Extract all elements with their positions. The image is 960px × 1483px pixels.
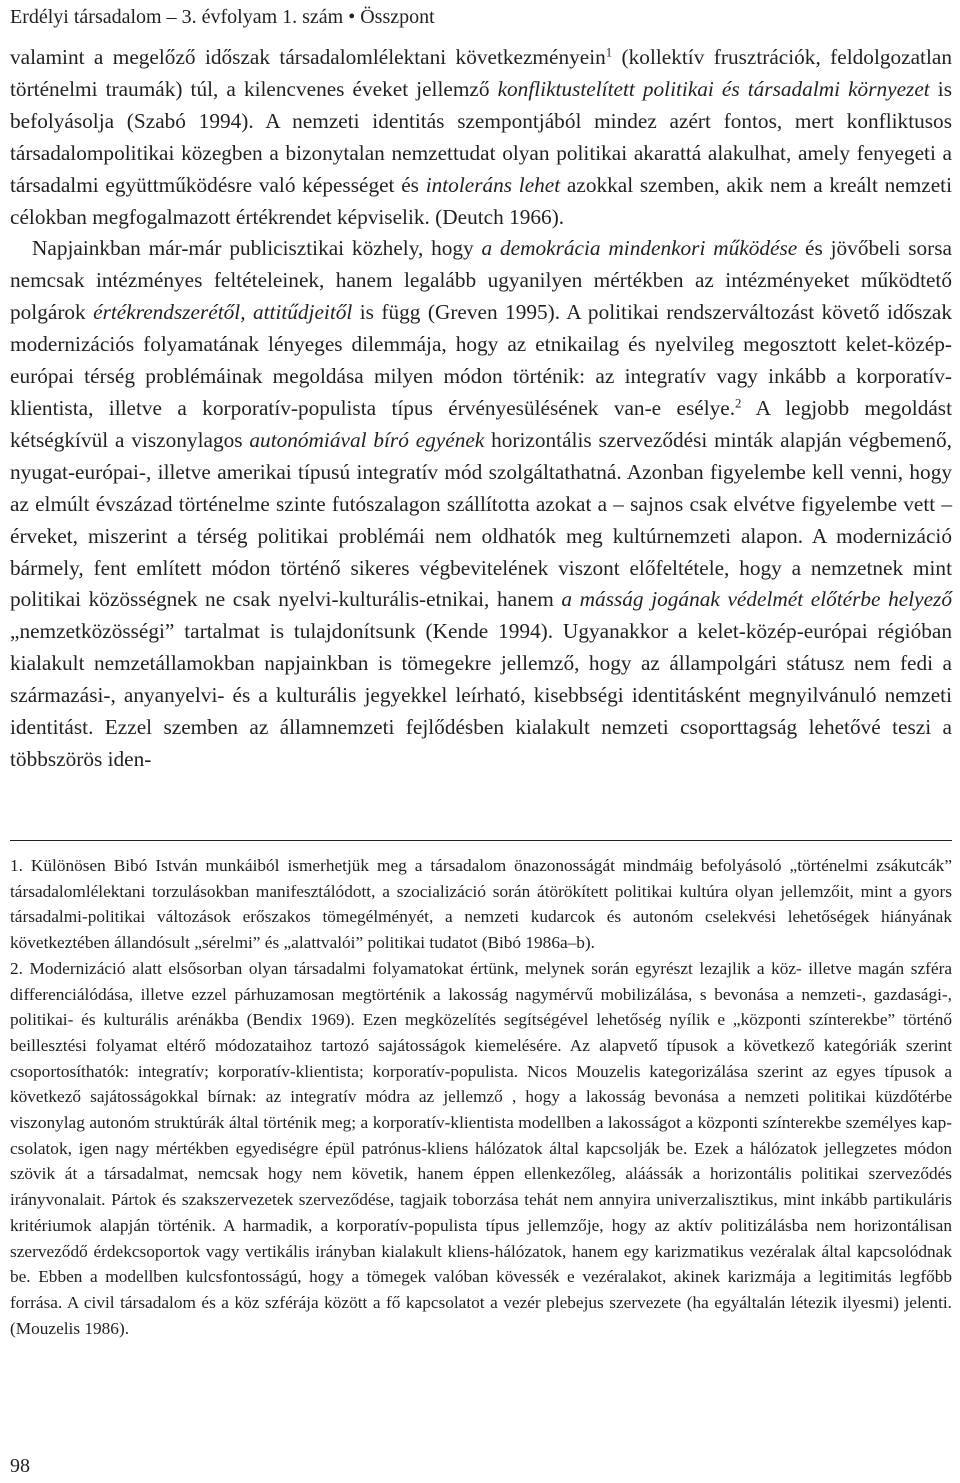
paragraph-1 bbox=[10, 42, 952, 233]
text-run: valamint a megelőző időszak társadalomlélektani következményein bbox=[10, 45, 606, 69]
text-run: és jövőbeli sorsa nemcsak intézményes feltételeinek, hanem legalább ugyanilyen mértékben az intézményeket működtető polgárok bbox=[10, 236, 952, 325]
text-run: horizontális szerveződési minták alapján végbemenő, nyugat-európai-, illetve amerikai típusú integratív mód szolgáltathatná. Azonban figyelembe kell venni, hogy az elmúlt évszázad történelme szinte futószalagon szállította azokat a – sajnos csak elvétve figyelembe vett – érveket, miszerint a térség politikai problémái nem oldhatók meg kultúrnemzeti alapon. A modernizáció bármely, fent említett módon történő sikeres végbevitelének viszont előfeltétele, hogy a nemzetnek mint politikai közösségnek ne csak nyelvi-kulturális-etnikai, hanem bbox=[10, 427, 952, 612]
running-head: Erdélyi társadalom – 3. évfolyam 1. szám • Összpont bbox=[10, 6, 435, 28]
footnote-1: 1. Különösen Bibó István munkáiból ismerhetjük meg a társadalom önazonosságát mindmáig befolyásoló „történelmi zsákutcák” társadalomlélektani torzulásokban manifesztálódott, a szocializáció során átörökített politikai kultúra olyan jellemzőit, mint a gyors társadalmi-politikai változások erőszakos tömegélményét, a nemzeti kudarcok és autonóm cselekvési lehetőségek hiányának következtében állandósult „sérelmi” és „alattvalói” politikai tudatot (Bibó 1986a–b). bbox=[10, 856, 952, 953]
footnote-divider bbox=[10, 840, 952, 841]
paragraph-2 bbox=[10, 233, 952, 775]
emphasis: a demokrácia mindenkori működése bbox=[481, 236, 798, 261]
footnote-ref-2: 2 bbox=[735, 396, 742, 411]
footnote-2: 2. Modernizáció alatt elsősorban olyan társadalmi folyamatokat értünk, melynek során egyrészt lezajlik a köz- illetve magán szféra differenciálódása, illetve ezzel párhuzamosan megtörténik a lakosság nagymérvű mobilizálása, s bevonása a nemzeti-, gazdasági-, politikai- és kulturális arénákba (Bendix 1969). Ezen megközelítés segítségével lehetőség nyílik e „központi színterekbe” történő beillesztési folyamat eltérő módozataihoz tartozó sajátosságok kiemelésére. Az alapvető típusok a következő kategóriák szerint csoportosíthatók: integratív; korporatív-klientista; korporatív-populista. Nicos Mouzelis kategorizálása szerint az egyes típusok a következő sajátosságokkal bírnak: az integratív módra az jellemző , hogy a lakosság bevonása a nemzeti politikai küzdőtérbe viszonylag autonóm struktúrák által történik meg; a korporatív-klientista modellben a lakosságot a központi színterekbe személyes kapcsolatok, igen nagy mértékben egyediségre épül patrónus-kliens hálózatok által kapcsolják be. Ezek a hálózatok jellegzetes módon szövik át a társadalmat, nemcsak hogy nem követik, hanem éppen ellenkezőleg, aláássák a horizontális politikai szerveződés irányvonalait. Pártok és szakszervezetek szerveződése, tagjaik toborzása tehát nem annyira univerzalisztikus, mint inkább partikuláris kritériumok alapján történik. A harmadik, a korporatív-populista típus jellemzője, hogy az aktív politizálásba nem horizontálisan szerveződő érdekcsoportok vagy vertikális irányban kialakult kliens-hálózatok, hanem egy karizmatikus vezéralak által kapcsolódnak be. Ebben a modellben kulcsfontosságú, hogy a tömegek valóban kövessék e vezéralakot, akinek karizmája a legitimitás legfőbb forrása. A civil társadalom és a köz szférája között a fő kapcsolatot a vezér plebejus szervezete (ha egyáltalán létezik ilyesmi) jelenti. (Mouzelis 1986). bbox=[10, 958, 952, 1338]
text-run: is befolyásolja (Szabó 1994). A nemzeti identitás szempontjából mindez azért fontos, mert konfliktusos társadalompolitikai közegben a bizonytalan nemzettudat olyan politikai akarattá alakulhat, amely fenyegeti a társadalmi együttműködésre való képességet és bbox=[10, 76, 952, 197]
emphasis: intoleráns lehet bbox=[425, 172, 561, 197]
page-number: 98 bbox=[10, 1455, 30, 1477]
emphasis: autonómiával bíró egyének bbox=[249, 427, 485, 452]
footnotes bbox=[10, 853, 952, 1341]
text-run: A legjobb megoldást kétségkívül a viszonylagos bbox=[10, 395, 953, 452]
main-text bbox=[10, 42, 952, 776]
text-run: (kollektív frusztrációk, feldolgozatlan történelmi traumák) túl, a kilencvenes éveket jellemző bbox=[10, 45, 952, 101]
text-run: „nemzetközösségi” tartalmat is tulajdonítsunk (Kende 1994). Ugyanakkor a kelet-közép-európai régióban kialakult nemzetállamokban napjainkban is tömegekre jellemző, hogy az állampolgári státusz nem fedi a származási-, anyanyelvi- és a kulturális jegyekkel leírható, kisebbségi identitásként megnyilvánuló nemzeti identitást. Ezzel szemben az államnemzeti fejlődésben kialakult nemzeti csoporttagság lehetővé teszi a többszörös iden- bbox=[10, 619, 952, 771]
text-run: is függ (Greven 1995). A politikai rendszerváltozást követő időszak modernizációs folyamatának lényeges dilemmája, hogy az etnikailag és nyelvileg megosztott kelet-közép-európai térség problémáinak megoldása milyen módon történik: az integratív vagy inkább a korporatív-klientista, illetve a korporatív-populista típus érvényesülésének van-e esélye. bbox=[10, 300, 953, 420]
text-run: azokkal szemben, akik nem a kreált nemzeti célokban megfogalmazott értékrendet képviselik. (Deutch 1966). bbox=[10, 172, 953, 229]
emphasis: értékrendszerétől, attitűdjeitől bbox=[93, 300, 353, 325]
text-run: Napjainkban már-már publicisztikai közhely, hogy bbox=[32, 236, 482, 261]
emphasis: a másság jogának védelmét előtérbe helyező bbox=[561, 587, 952, 612]
emphasis: konfliktustelített politikai és társadalmi környezet bbox=[497, 76, 930, 101]
footnote-ref-1: 1 bbox=[605, 45, 613, 60]
